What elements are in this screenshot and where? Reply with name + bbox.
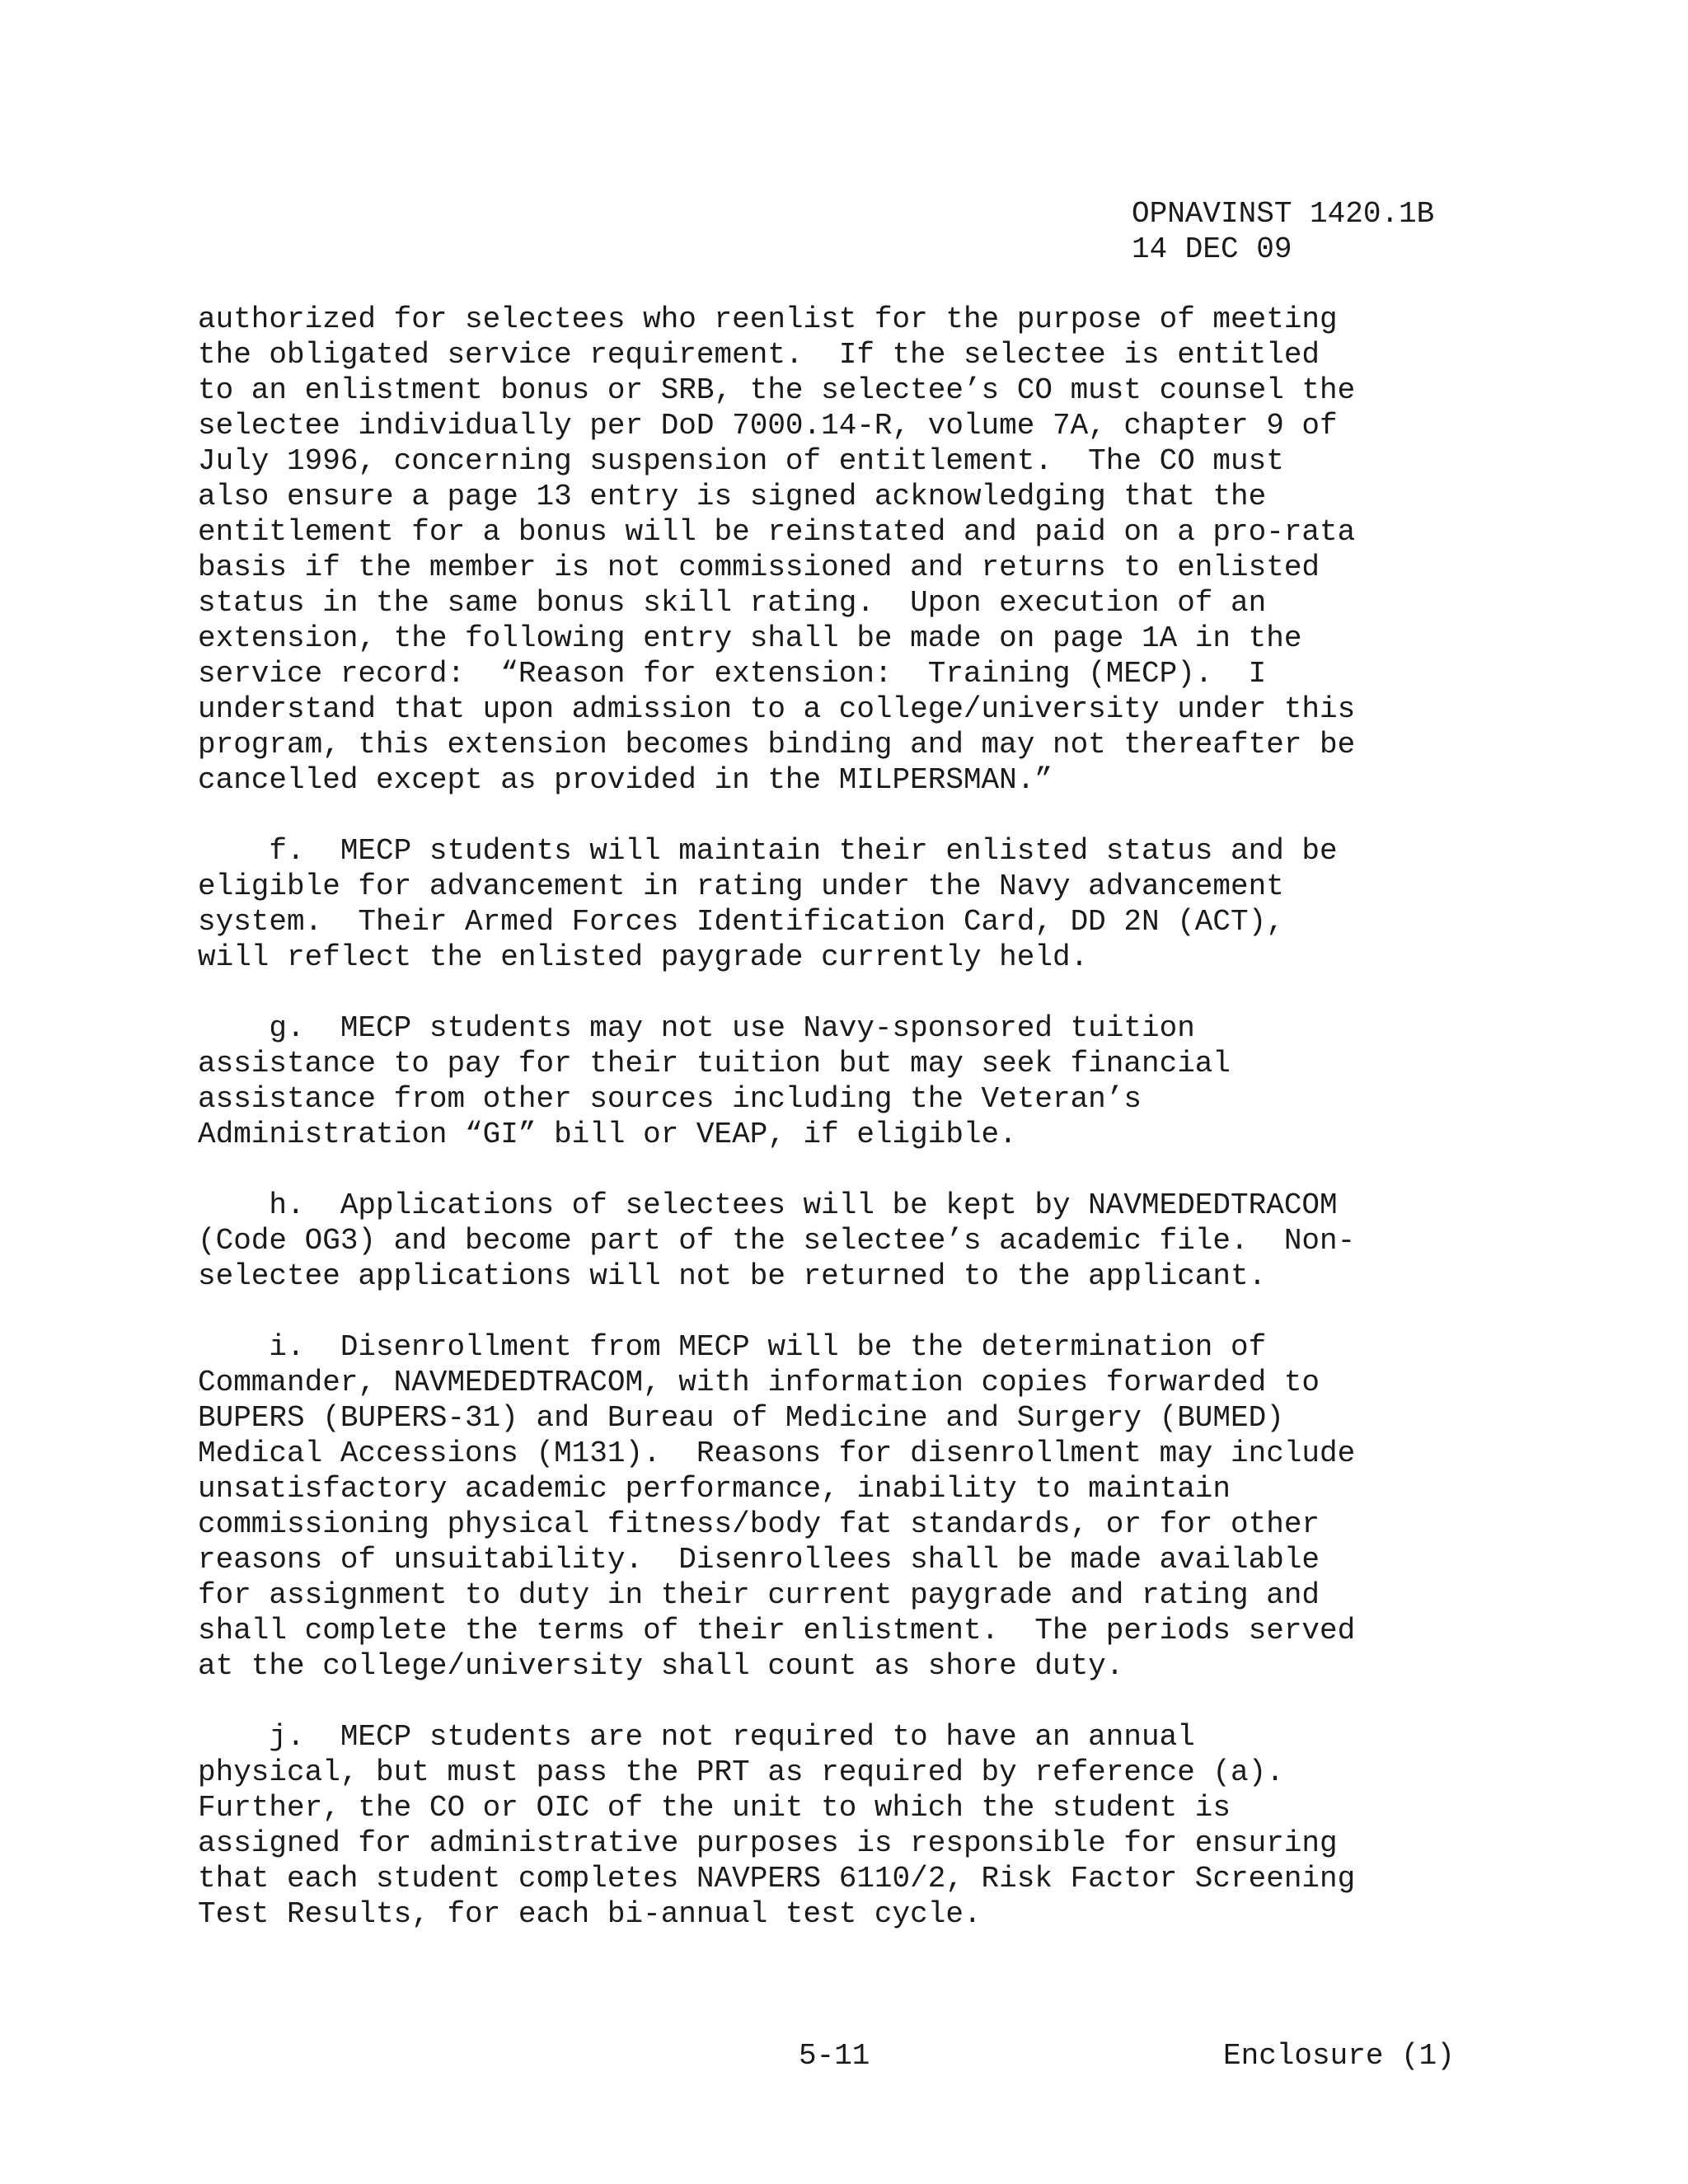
- text-line: that each student completes NAVPERS 6110/2, Risk Factor Screening: [198, 1862, 1356, 1896]
- text-line: selectee individually per DoD 7000.14-R, volume 7A, chapter 9 of: [198, 409, 1338, 443]
- text-line: understand that upon admission to a college/university under this: [198, 692, 1356, 726]
- text-line: f. MECP students will maintain their enlisted status and be: [198, 834, 1338, 868]
- text-line: for assignment to duty in their current paygrade and rating and: [198, 1578, 1320, 1612]
- text-line: commissioning physical fitness/body fat standards, or for other: [198, 1507, 1320, 1541]
- text-line: Further, the CO or OIC of the unit to which the student is: [198, 1791, 1231, 1825]
- text-line: assistance to pay for their tuition but may seek financial: [198, 1047, 1231, 1080]
- text-line: reasons of unsuitability. Disenrollees shall be made available: [198, 1543, 1320, 1577]
- text-line: BUPERS (BUPERS-31) and Bureau of Medicine and Surgery (BUMED): [198, 1401, 1284, 1435]
- paragraph-h: [198, 1188, 1525, 1294]
- text-line: also ensure a page 13 entry is signed acknowledging that the: [198, 480, 1267, 513]
- text-line: program, this extension becomes binding and may not thereafter be: [198, 728, 1356, 762]
- text-line: physical, but must pass the PRT as required by reference (a).: [198, 1755, 1284, 1789]
- page-number: 5-11: [799, 2039, 870, 2073]
- text-line: service record: “Reason for extension: Training (MECP). I: [198, 657, 1267, 691]
- text-line: the obligated service requirement. If the selectee is entitled: [198, 338, 1320, 372]
- text-line: at the college/university shall count as shore duty.: [198, 1649, 1124, 1683]
- paragraph-g: [198, 1010, 1525, 1152]
- text-line: status in the same bonus skill rating. Upon execution of an: [198, 586, 1267, 620]
- text-line: entitlement for a bonus will be reinstated and paid on a pro-rata: [198, 515, 1356, 549]
- enclosure-label: Enclosure (1): [1223, 2039, 1455, 2073]
- text-line: (Code OG3) and become part of the selectee’s academic file. Non-: [198, 1224, 1356, 1258]
- text-line: basis if the member is not commissioned and returns to enlisted: [198, 551, 1320, 584]
- instruction-date: 14 DEC 09: [1132, 232, 1292, 266]
- paragraph-j: [198, 1719, 1525, 1932]
- text-line: selectee applications will not be returned to the applicant.: [198, 1259, 1267, 1293]
- text-line: Medical Accessions (M131). Reasons for disenrollment may include: [198, 1436, 1356, 1470]
- text-line: Test Results, for each bi-annual test cycle.: [198, 1897, 982, 1931]
- text-line: system. Their Armed Forces Identification Card, DD 2N (ACT),: [198, 905, 1284, 939]
- document-header: [1132, 196, 1434, 267]
- text-line: h. Applications of selectees will be kept by NAVMEDEDTRACOM: [198, 1188, 1338, 1222]
- paragraph-f: [198, 833, 1525, 975]
- text-line: shall complete the terms of their enlistment. The periods served: [198, 1614, 1356, 1647]
- paragraph-continuation: [198, 302, 1525, 798]
- text-line: authorized for selectees who reenlist for the purpose of meeting: [198, 302, 1338, 336]
- text-line: unsatisfactory academic performance, inability to maintain: [198, 1472, 1231, 1506]
- text-line: eligible for advancement in rating under the Navy advancement: [198, 869, 1284, 903]
- text-line: extension, the following entry shall be made on page 1A in the: [198, 621, 1302, 655]
- text-line: Commander, NAVMEDEDTRACOM, with information copies forwarded to: [198, 1366, 1320, 1399]
- text-line: Administration “GI” bill or VEAP, if eligible.: [198, 1118, 1017, 1151]
- text-line: to an enlistment bonus or SRB, the selectee’s CO must counsel the: [198, 373, 1356, 407]
- text-line: g. MECP students may not use Navy-sponsored tuition: [198, 1011, 1195, 1045]
- instruction-number: OPNAVINST 1420.1B: [1132, 197, 1435, 231]
- text-line: j. MECP students are not required to have an annual: [198, 1720, 1195, 1754]
- text-line: assistance from other sources including the Veteran’s: [198, 1082, 1142, 1116]
- text-line: July 1996, concerning suspension of entitlement. The CO must: [198, 444, 1284, 478]
- text-line: i. Disenrollment from MECP will be the determination of: [198, 1330, 1267, 1364]
- text-line: assigned for administrative purposes is responsible for ensuring: [198, 1826, 1338, 1860]
- text-line: cancelled except as provided in the MILPERSMAN.”: [198, 763, 1053, 797]
- paragraph-i: [198, 1329, 1525, 1684]
- text-line: will reflect the enlisted paygrade currently held.: [198, 940, 1089, 974]
